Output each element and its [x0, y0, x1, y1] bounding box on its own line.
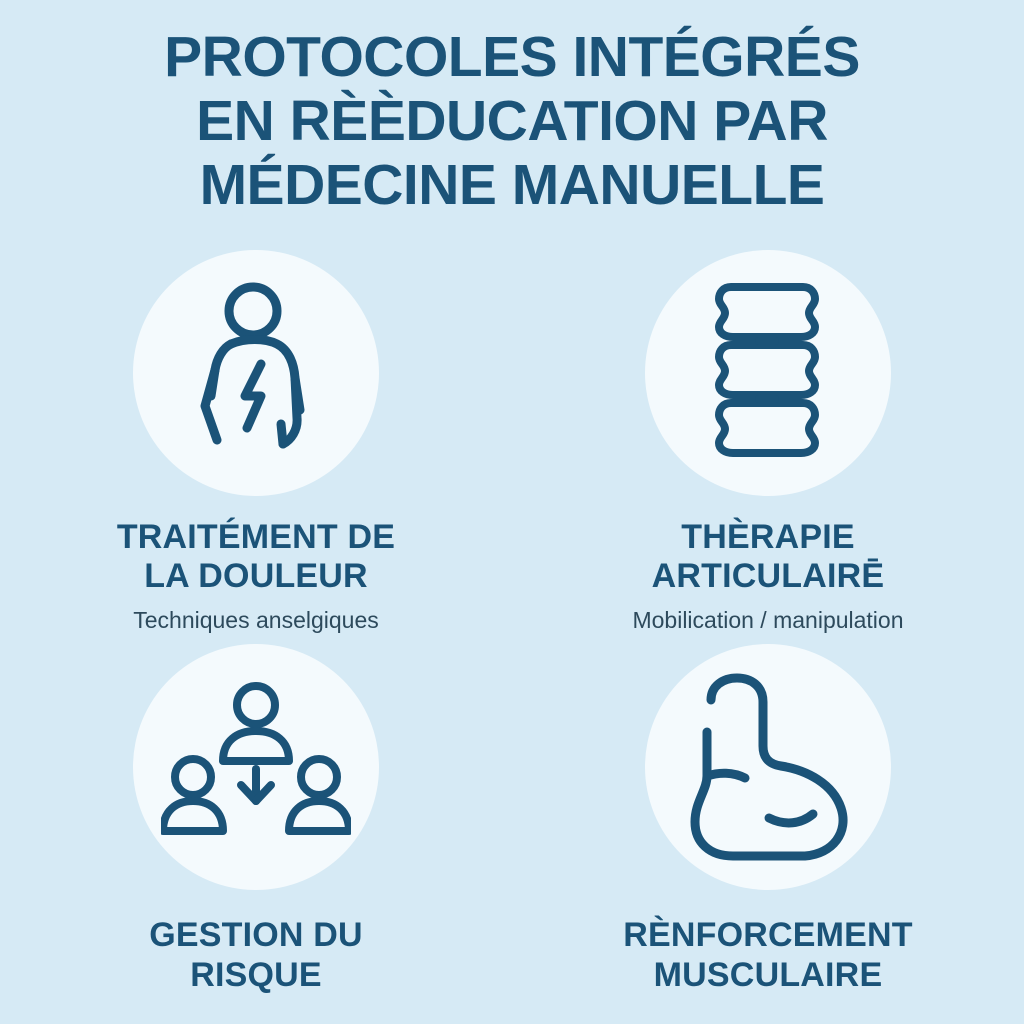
- icon-circle: [645, 644, 891, 890]
- card-subtitle: Techniques anselgiques: [133, 606, 379, 633]
- card-title-line-2: LA DOULEUR: [144, 557, 368, 596]
- cards-grid: [0, 250, 1024, 1005]
- person-back-pain-icon: [161, 278, 351, 468]
- spine-vertebrae-icon: [693, 273, 843, 473]
- card-title: [149, 916, 363, 995]
- card-title-line-1: THÈRAPIE: [681, 518, 855, 556]
- card-title-line-2: MUSCULAIRE: [653, 955, 883, 994]
- icon-circle: [645, 250, 891, 496]
- icon-circle: [133, 644, 379, 890]
- card-title: [117, 518, 395, 597]
- card-title: [652, 518, 885, 597]
- card-title-line-2: RISQUE: [190, 955, 322, 994]
- card-title-line-1: RÈNFORCEMENT: [623, 916, 913, 955]
- card-subtitle: Mobilication / manipulation: [632, 606, 904, 633]
- icon-circle: [133, 250, 379, 496]
- card-title-line-2: ARTICULAIRĒ: [651, 557, 885, 596]
- page-title-line-1: PROTOCOLES INTÉGRÉS: [164, 25, 860, 89]
- card-title-line-1: GESTION DU: [149, 916, 363, 955]
- flexed-arm-muscle-icon: [673, 672, 863, 862]
- card-therapie-articulaire: [512, 250, 1024, 634]
- page-title-line-3: MÉDECINE MANUELLE: [199, 152, 825, 217]
- page-title: [0, 0, 1024, 217]
- card-traitement-de-la-douleur: [0, 250, 512, 634]
- card-renforcement-musculaire: [512, 644, 1024, 1005]
- card-title: [623, 916, 913, 995]
- page-title-line-2: EN RÈÈDUCATION PAR: [196, 88, 828, 153]
- card-title-line-1: TRAITÉMENT DE: [116, 518, 396, 556]
- people-group-icon: [161, 677, 351, 857]
- card-gestion-du-risque: [0, 644, 512, 1005]
